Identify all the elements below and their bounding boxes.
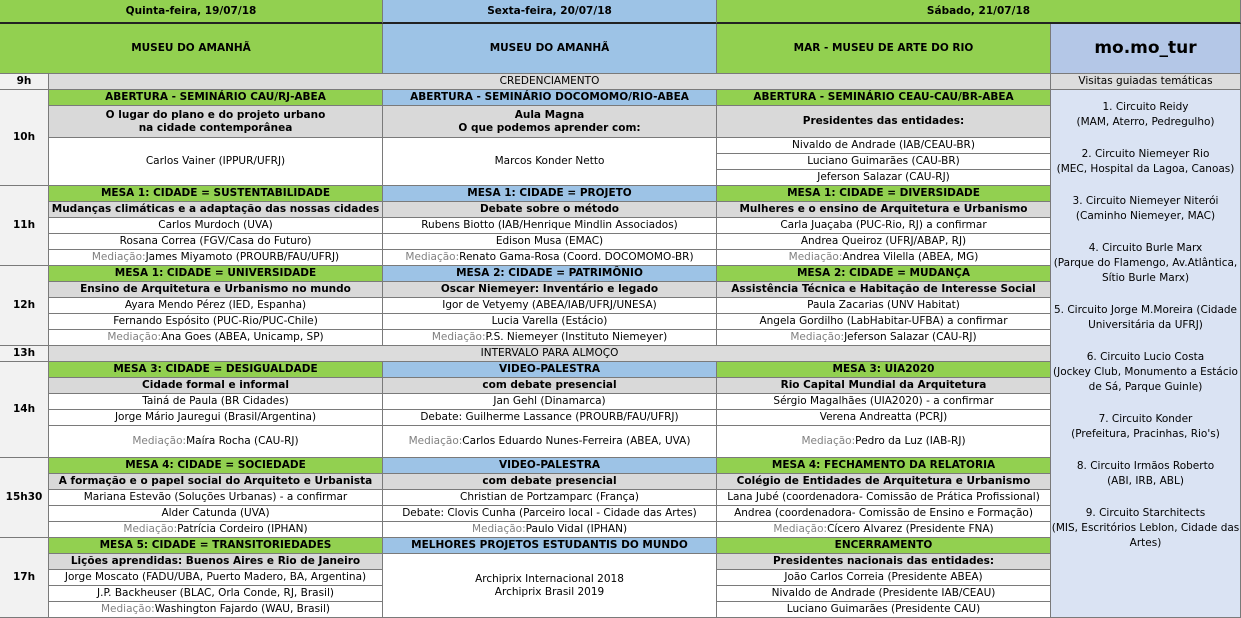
credenciamento-band: CREDENCIAMENTO [49, 74, 1051, 90]
circuit-item: 5. Circuito Jorge M.Moreira (Cidade Universitária da UFRJ) [1053, 304, 1238, 331]
speaker: Mariana Estevão (Soluções Urbanas) - a confirmar [49, 490, 383, 506]
speaker: Jorge Moscato (FADU/UBA, Puerto Madero, BA, Argentina) [49, 570, 383, 586]
venue-friday: MUSEU DO AMANHÃ [383, 24, 717, 74]
time-13h: 13h [0, 346, 49, 362]
moderator: Mediação: P.S. Niemeyer (Instituto Niemeyer) [383, 330, 717, 346]
session-title: MESA 5: CIDADE = TRANSITORIEDADES [49, 538, 383, 554]
moderator: Mediação: Cícero Alvarez (Presidente FNA) [717, 522, 1051, 538]
time-12h: 12h [0, 266, 49, 346]
circuits-list [1051, 90, 1241, 618]
speaker: Jan Gehl (Dinamarca) [383, 394, 717, 410]
session-topic: Cidade formal e informal [49, 378, 383, 394]
circuit-item: 2. Circuito Niemeyer Rio (MEC, Hospital da Lagoa, Canoas) [1056, 148, 1235, 175]
venue-momotur: mo.mo_tur [1051, 24, 1241, 74]
session-topic: Aula Magna O que podemos aprender com: [383, 106, 717, 138]
session-title: MESA 4: CIDADE = SOCIEDADE [49, 458, 383, 474]
session-topic: com debate presencial [383, 474, 717, 490]
session-title: MESA 2: CIDADE = PATRIMÔNIO [383, 266, 717, 282]
session-title: ABERTURA - SEMINÁRIO CEAU-CAU/BR-ABEA [717, 90, 1051, 106]
speaker: Luciano Guimarães (CAU-BR) [717, 154, 1051, 170]
session-title: VIDEO-PALESTRA [383, 362, 717, 378]
speaker: Edison Musa (EMAC) [383, 234, 717, 250]
moderator: Mediação: Pedro da Luz (IAB-RJ) [717, 426, 1051, 458]
speaker: Carla Juaçaba (PUC-Rio, RJ) a confirmar [717, 218, 1051, 234]
moderator: Mediação: Andrea Vilella (ABEA, MG) [717, 250, 1051, 266]
speaker: Lucia Varella (Estácio) [383, 314, 717, 330]
moderator: Mediação: James Miyamoto (PROURB/FAU/UFRJ) [49, 250, 383, 266]
time-10h: 10h [0, 90, 49, 186]
speaker: Nivaldo de Andrade (IAB/CEAU-BR) [717, 138, 1051, 154]
speaker: Jorge Mário Jauregui (Brasil/Argentina) [49, 410, 383, 426]
circuit-item: 6. Circuito Lucio Costa (Jockey Club, Monumento a Estácio de Sá, Parque Guinle) [1053, 351, 1238, 393]
session-topic: Oscar Niemeyer: Inventário e legado [383, 282, 717, 298]
session-title: MELHORES PROJETOS ESTUDANTIS DO MUNDO [383, 538, 717, 554]
day-header-friday: Sexta-feira, 20/07/18 [383, 0, 717, 24]
session-title: MESA 1: CIDADE = PROJETO [383, 186, 717, 202]
speaker: Carlos Murdoch (UVA) [49, 218, 383, 234]
speaker: Nivaldo de Andrade (Presidente IAB/CEAU) [717, 586, 1051, 602]
speaker: Verena Andreatta (PCRJ) [717, 410, 1051, 426]
moderator: Mediação: Ana Goes (ABEA, Unicamp, SP) [49, 330, 383, 346]
speaker: Andrea Queiroz (UFRJ/ABAP, RJ) [717, 234, 1051, 250]
speaker: Rosana Correa (FGV/Casa do Futuro) [49, 234, 383, 250]
session-topic: O lugar do plano e do projeto urbano na cidade contemporânea [49, 106, 383, 138]
venue-saturday: MAR - MUSEU DE ARTE DO RIO [717, 24, 1051, 74]
session-title: MESA 1: CIDADE = UNIVERSIDADE [49, 266, 383, 282]
speaker: Luciano Guimarães (Presidente CAU) [717, 602, 1051, 618]
session-topic: Colégio de Entidades de Arquitetura e Urbanismo [717, 474, 1051, 490]
student-projects: Archiprix Internacional 2018 Archiprix Brasil 2019 [383, 554, 717, 618]
moderator: Mediação: Jeferson Salazar (CAU-RJ) [717, 330, 1051, 346]
session-title: MESA 4: FECHAMENTO DA RELATORIA [717, 458, 1051, 474]
speaker: Jeferson Salazar (CAU-RJ) [717, 170, 1051, 186]
session-topic: Mudanças climáticas e a adaptação das nossas cidades [49, 202, 383, 218]
speaker: Debate: Guilherme Lassance (PROURB/FAU/UFRJ) [383, 410, 717, 426]
day-header-saturday: Sábado, 21/07/18 [717, 0, 1241, 24]
session-topic: Presidentes das entidades: [717, 106, 1051, 138]
speaker: Debate: Clovis Cunha (Parceiro local - Cidade das Artes) [383, 506, 717, 522]
speaker: João Carlos Correia (Presidente ABEA) [717, 570, 1051, 586]
speaker: Alder Catunda (UVA) [49, 506, 383, 522]
speaker: Marcos Konder Netto [383, 138, 717, 186]
speaker: J.P. Backheuser (BLAC, Orla Conde, RJ, Brasil) [49, 586, 383, 602]
speaker: Sérgio Magalhães (UIA2020) - a confirmar [717, 394, 1051, 410]
time-15h30: 15h30 [0, 458, 49, 538]
session-title: MESA 3: CIDADE = DESIGUALDADE [49, 362, 383, 378]
speaker: Paula Zacarias (UNV Habitat) [717, 298, 1051, 314]
moderator: Mediação: Paulo Vidal (IPHAN) [383, 522, 717, 538]
session-title: MESA 2: CIDADE = MUDANÇA [717, 266, 1051, 282]
day-header-thursday: Quinta-feira, 19/07/18 [0, 0, 383, 24]
time-9h: 9h [0, 74, 49, 90]
moderator: Mediação: Carlos Eduardo Nunes-Ferreira (ABEA, UVA) [383, 426, 717, 458]
session-topic: Presidentes nacionais das entidades: [717, 554, 1051, 570]
session-topic: com debate presencial [383, 378, 717, 394]
tur-subtitle: Visitas guiadas temáticas [1051, 74, 1241, 90]
session-topic: Debate sobre o método [383, 202, 717, 218]
time-17h: 17h [0, 538, 49, 618]
moderator: Mediação: Maíra Rocha (CAU-RJ) [49, 426, 383, 458]
circuit-item: 3. Circuito Niemeyer Niterói (Caminho Niemeyer, MAC) [1072, 195, 1219, 222]
moderator: Mediação: Washington Fajardo (WAU, Brasil) [49, 602, 383, 618]
circuit-item: 9. Circuito Starchitects (MIS, Escritórios Leblon, Cidade das Artes) [1051, 507, 1240, 549]
speaker: Lana Jubé (coordenadora- Comissão de Prática Profissional) [717, 490, 1051, 506]
session-title: MESA 1: CIDADE = DIVERSIDADE [717, 186, 1051, 202]
speaker: Angela Gordilho (LabHabitar-UFBA) a confirmar [717, 314, 1051, 330]
session-title: MESA 3: UIA2020 [717, 362, 1051, 378]
venue-thursday: MUSEU DO AMANHÃ [0, 24, 383, 74]
session-title: ENCERRAMENTO [717, 538, 1051, 554]
speaker: Christian de Portzamparc (França) [383, 490, 717, 506]
session-topic: A formação e o papel social do Arquiteto e Urbanista [49, 474, 383, 490]
circuit-item: 4. Circuito Burle Marx (Parque do Flamengo, Av.Atlântica, Sítio Burle Marx) [1053, 242, 1238, 284]
session-title: ABERTURA - SEMINÁRIO DOCOMOMO/RIO-ABEA [383, 90, 717, 106]
circuit-item: 8. Circuito Irmãos Roberto (ABI, IRB, ABL) [1076, 460, 1215, 487]
lunch-break-band: INTERVALO PARA ALMOÇO [49, 346, 1051, 362]
session-topic: Lições aprendidas: Buenos Aires e Rio de Janeiro [49, 554, 383, 570]
time-11h: 11h [0, 186, 49, 266]
speaker: Igor de Vetyemy (ABEA/IAB/UFRJ/UNESA) [383, 298, 717, 314]
moderator: Mediação: Renato Gama-Rosa (Coord. DOCOMOMO-BR) [383, 250, 717, 266]
session-title: MESA 1: CIDADE = SUSTENTABILIDADE [49, 186, 383, 202]
session-title: ABERTURA - SEMINÁRIO CAU/RJ-ABEA [49, 90, 383, 106]
time-14h: 14h [0, 362, 49, 458]
speaker: Tainá de Paula (BR Cidades) [49, 394, 383, 410]
session-topic: Ensino de Arquitetura e Urbanismo no mundo [49, 282, 383, 298]
speaker: Fernando Espósito (PUC-Rio/PUC-Chile) [49, 314, 383, 330]
speaker: Ayara Mendo Pérez (IED, Espanha) [49, 298, 383, 314]
session-topic: Rio Capital Mundial da Arquitetura [717, 378, 1051, 394]
circuit-item: 7. Circuito Konder (Prefeitura, Pracinhas, Rio's) [1071, 413, 1220, 440]
moderator: Mediação: Patrícia Cordeiro (IPHAN) [49, 522, 383, 538]
session-topic: Mulheres e o ensino de Arquitetura e Urbanismo [717, 202, 1051, 218]
session-title: VIDEO-PALESTRA [383, 458, 717, 474]
speaker: Carlos Vainer (IPPUR/UFRJ) [49, 138, 383, 186]
circuit-item: 1. Circuito Reidy (MAM, Aterro, Pedregulho) [1076, 101, 1215, 128]
speaker: Rubens Biotto (IAB/Henrique Mindlin Associados) [383, 218, 717, 234]
session-topic: Assistência Técnica e Habitação de Interesse Social [717, 282, 1051, 298]
speaker: Andrea (coordenadora- Comissão de Ensino e Formação) [717, 506, 1051, 522]
